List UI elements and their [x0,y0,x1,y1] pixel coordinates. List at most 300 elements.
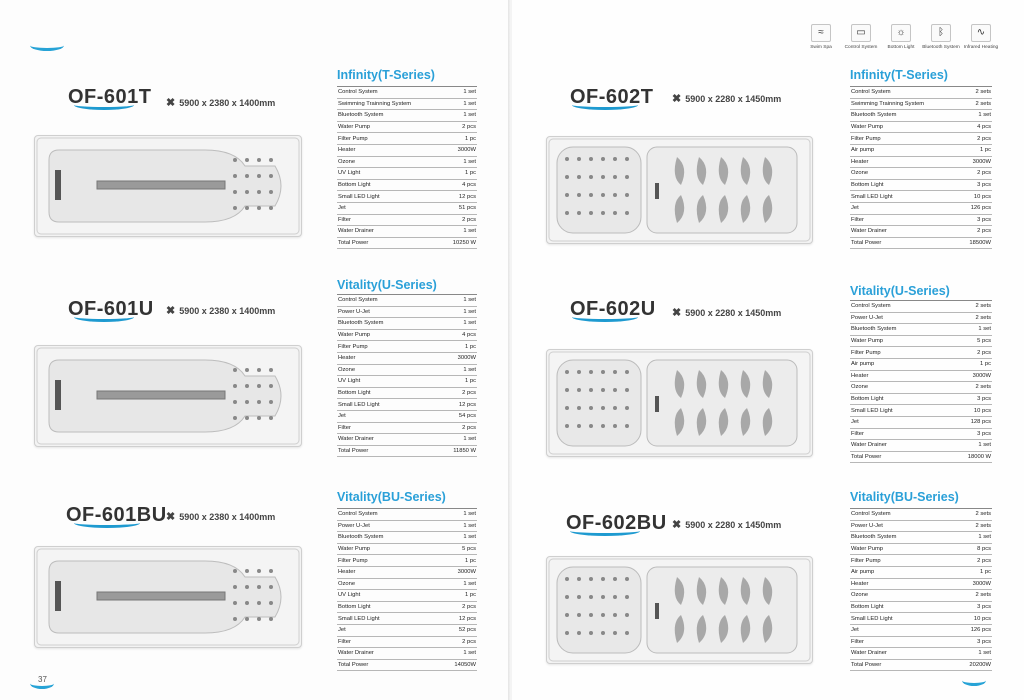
spec-row [850,202,992,214]
series-title: Infinity(T-Series) [850,68,948,82]
model-swoosh [572,100,638,110]
spec-value: 2 sets [958,98,992,110]
spec-value: 2 pcs [442,121,477,133]
spec-row [850,648,992,660]
corner-swoosh [962,675,986,686]
spec-value: 2 pcs [442,214,477,226]
spec-value: 2 pcs [958,168,992,180]
spec-label: Air pump [850,144,958,156]
spec-label: Bottom Light [850,179,958,191]
page-number: 37 [38,675,47,684]
spec-label: Heater [850,370,943,382]
dimension-icon: ✖ [166,511,176,523]
spec-label: Swimming Trainning System [337,98,442,110]
spec-value: 1 pc [430,590,477,602]
right-page [512,0,1024,700]
spec-row [337,364,477,376]
spec-row [850,555,992,567]
spec-value: 2 sets [943,382,992,394]
spec-table [337,294,477,457]
spec-row [337,214,477,226]
spec-label: Water Drainer [337,434,429,446]
spec-value: 10250 W [442,237,477,249]
spec-value: 1 set [430,520,477,532]
spec-row [337,202,477,214]
spec-value: 5 pcs [430,543,477,555]
spec-value: 1 pc [943,358,992,370]
swim-spa-image [34,345,302,447]
spec-row [337,341,477,353]
spec-row [337,532,477,544]
spec-label: Bottom Light [337,601,430,613]
spec-row [337,422,477,434]
spec-label: Water Pump [850,335,943,347]
spec-label: Bottom Light [850,393,943,405]
dimensions: ✖ 5900 x 2280 x 1450mm [672,519,782,531]
spec-label: Heater [337,144,442,156]
spec-label: Jet [850,416,943,428]
spec-row [850,520,992,532]
spec-label: Filter Pump [850,347,943,359]
spec-value: 2 sets [958,87,992,99]
spec-row [850,237,992,249]
spec-row [337,613,477,625]
spec-value: 3 pcs [945,636,992,648]
spec-row [337,295,477,307]
spec-row [850,168,992,180]
spec-row [850,578,992,590]
spec-row [337,318,477,330]
spec-row [337,659,477,671]
spec-row [337,191,477,203]
spec-label: Bluetooth System [850,110,958,122]
spec-row [337,445,477,457]
spec-row [850,214,992,226]
spec-value: 3 pcs [958,179,992,191]
spec-label: Air pump [850,566,945,578]
spec-value: 1 set [430,532,477,544]
spec-value: 1 pc [945,566,992,578]
dimension-icon: ✖ [166,305,176,317]
spec-label: Bluetooth System [337,532,430,544]
spec-row [850,191,992,203]
spec-value: 11850 W [429,445,477,457]
heating-icon: ∿ [971,24,991,42]
spec-label: Ozone [850,168,958,180]
spec-label: Filter [337,636,430,648]
spec-row [850,440,992,452]
spec-value: 2 pcs [945,555,992,567]
spec-row [337,509,477,521]
spec-label: Total Power [337,659,430,671]
spec-value: 1 pc [430,555,477,567]
spec-label: Bottom Light [337,179,442,191]
spec-label: Ozone [850,590,945,602]
spec-value: 10 pcs [945,613,992,625]
spec-label: Control System [850,87,958,99]
spec-label: Ozone [337,156,442,168]
spec-label: Control System [337,87,442,99]
spec-row [850,370,992,382]
spec-value: 2 sets [943,312,992,324]
spec-value: 128 pcs [943,416,992,428]
spec-value: 3 pcs [945,601,992,613]
spec-label: Jet [337,410,429,422]
spec-value: 3000W [958,156,992,168]
spec-label: Total Power [337,237,442,249]
spec-value: 3 pcs [958,214,992,226]
swim-spa-image [546,556,813,664]
spec-label: Control System [850,509,945,521]
spec-label: Water Pump [337,543,430,555]
spec-label: Jet [337,624,430,636]
spec-row [850,566,992,578]
model-name: OF-601BU [66,504,167,526]
light-bulb-icon: ☼ [891,24,911,42]
spec-label: Small LED Light [850,405,943,417]
spec-row [337,387,477,399]
dimensions: ✖ 5900 x 2280 x 1450mm [672,93,782,105]
spec-value: 1 pc [429,376,477,388]
spec-label: Water Pump [850,543,945,555]
spec-row [337,98,477,110]
model-swoosh [570,526,640,536]
spec-label: Water Pump [337,121,442,133]
model-swoosh [572,312,638,322]
spec-value: 2 pcs [958,226,992,238]
spec-value: 12 pcs [430,613,477,625]
spec-value: 18500W [958,237,992,249]
spec-value: 54 pcs [429,410,477,422]
spec-row [850,405,992,417]
spec-row [850,347,992,359]
spec-row [337,110,477,122]
spec-row [850,335,992,347]
spec-label: Power U-Jet [850,312,943,324]
spec-label: UV Light [337,376,429,388]
spec-row [337,601,477,613]
model-name: OF-602T [570,86,654,108]
swim-spa-image [546,349,813,457]
spec-row [850,382,992,394]
spec-value: 1 set [958,110,992,122]
spec-row [850,543,992,555]
model-swoosh [74,312,134,322]
spec-row [850,509,992,521]
spec-label: UV Light [337,590,430,602]
spec-row [337,237,477,249]
spec-row [337,648,477,660]
spec-value: 12 pcs [429,399,477,411]
spec-value: 1 pc [429,341,477,353]
spec-label: Filter Pump [850,133,958,145]
spec-row [337,376,477,388]
spec-label: Filter Pump [337,555,430,567]
spec-label: Water Pump [337,329,429,341]
spec-label: Small LED Light [337,613,430,625]
spec-label: Filter Pump [850,555,945,567]
spec-label: Bluetooth System [337,110,442,122]
spec-label: Bluetooth System [337,318,429,330]
spec-value: 1 set [430,578,477,590]
spec-value: 1 set [442,226,477,238]
dimensions: ✖ 5900 x 2380 x 1400mm [166,511,276,523]
spec-value: 10 pcs [958,191,992,203]
spec-row [337,179,477,191]
spec-label: Filter [850,636,945,648]
spec-label: Water Drainer [337,226,442,238]
spec-row [337,144,477,156]
spec-row [337,566,477,578]
spec-value: 1 set [943,440,992,452]
spec-value: 1 pc [442,168,477,180]
spec-label: Ozone [850,382,943,394]
spec-row [337,410,477,422]
spec-row [337,624,477,636]
spec-row [337,306,477,318]
spec-row [850,590,992,602]
spec-row [850,179,992,191]
spec-value: 1 set [430,648,477,660]
dimensions: ✖ 5900 x 2280 x 1450mm [672,307,782,319]
spec-label: Jet [850,624,945,636]
spec-label: Total Power [850,659,945,671]
spec-value: 3000W [429,352,477,364]
spec-value: 2 pcs [430,601,477,613]
spec-row [337,168,477,180]
spec-table [850,86,992,249]
bluetooth-icon: ᛒ [931,24,951,42]
spec-value: 2 pcs [429,422,477,434]
spec-row [337,399,477,411]
spec-value: 1 set [429,364,477,376]
spec-value: 14050W [430,659,477,671]
left-page [0,0,510,700]
feature-bluetooth: ᛒ Bluetooth System [922,24,960,50]
series-title: Vitality(U-Series) [850,284,950,298]
spec-value: 1 set [429,306,477,318]
spec-label: Control System [337,509,430,521]
spec-label: Filter [850,428,943,440]
spec-row [337,329,477,341]
model-name: OF-601T [68,86,152,108]
model-name: OF-601U [68,298,154,320]
spec-row [337,434,477,446]
spec-label: Small LED Light [337,191,442,203]
spec-table [850,508,992,671]
spec-value: 1 pc [958,144,992,156]
spec-label: Bottom Light [850,601,945,613]
spec-value: 2 pcs [943,347,992,359]
spec-value: 1 set [429,295,477,307]
spec-value: 18000 W [943,451,992,463]
spec-label: Water Drainer [850,226,958,238]
spec-label: Power U-Jet [337,306,429,318]
spec-row [850,324,992,336]
spec-row [337,226,477,238]
spec-row [337,590,477,602]
spec-label: Jet [850,202,958,214]
spec-label: Filter Pump [337,341,429,353]
spec-row [850,532,992,544]
spec-row [337,636,477,648]
spec-label: Bottom Light [337,387,429,399]
spec-row [337,133,477,145]
spec-label: Swimming Trainning System [850,98,958,110]
swim-spa-image [34,135,302,237]
spec-row [850,393,992,405]
series-title: Vitality(BU-Series) [850,490,959,504]
swim-spa-image [34,546,302,648]
corner-swoosh [30,40,64,51]
spec-label: Air pump [850,358,943,370]
spec-label: Power U-Jet [337,520,430,532]
spec-label: Ozone [337,578,430,590]
spec-value: 2 sets [945,520,992,532]
dimension-icon: ✖ [672,307,682,319]
spec-label: Control System [337,295,429,307]
spec-label: Heater [337,566,430,578]
spec-label: Water Drainer [850,648,945,660]
spec-row [850,358,992,370]
spec-value: 2 sets [945,590,992,602]
spec-row [850,659,992,671]
spec-label: Bluetooth System [850,532,945,544]
spec-row [337,555,477,567]
spec-row [850,613,992,625]
dimension-icon: ✖ [672,519,682,531]
spec-table [337,508,477,671]
spec-value: 3000W [442,144,477,156]
spec-value: 1 set [945,532,992,544]
spec-row [337,121,477,133]
spec-row [850,636,992,648]
swimmer-icon: ≈ [811,24,831,42]
spec-row [850,312,992,324]
spec-row [850,226,992,238]
spec-value: 1 set [430,509,477,521]
series-title: Infinity(T-Series) [337,68,435,82]
spec-label: Power U-Jet [850,520,945,532]
spec-row [850,87,992,99]
series-title: Vitality(BU-Series) [337,490,446,504]
spec-value: 1 set [442,98,477,110]
spec-row [850,133,992,145]
swim-spa-image [546,136,813,244]
spec-value: 2 pcs [958,133,992,145]
spec-value: 51 pcs [442,202,477,214]
feature-icons [802,24,1000,50]
spec-label: Filter [337,214,442,226]
dimension-icon: ✖ [672,93,682,105]
spec-row [850,624,992,636]
spec-row [850,144,992,156]
spec-row [850,451,992,463]
spec-value: 1 set [945,648,992,660]
spec-row [850,110,992,122]
spec-value: 2 pcs [429,387,477,399]
feature-swim-spa: ≈ Swim Spa [802,24,840,50]
spec-value: 5 pcs [943,335,992,347]
spec-value: 4 pcs [958,121,992,133]
spec-value: 52 pcs [430,624,477,636]
spec-value: 126 pcs [958,202,992,214]
spec-table [337,86,477,249]
spec-label: Water Drainer [337,648,430,660]
spec-value: 8 pcs [945,543,992,555]
spec-label: Heater [850,156,958,168]
page-number-swoosh [30,678,54,689]
series-title: Vitality(U-Series) [337,278,437,292]
spec-label: Total Power [337,445,429,457]
dimension-icon: ✖ [166,97,176,109]
spec-row [337,156,477,168]
dimensions: ✖ 5900 x 2380 x 1400mm [166,97,276,109]
spec-label: Filter [850,214,958,226]
spec-value: 126 pcs [945,624,992,636]
spec-value: 2 sets [945,509,992,521]
spec-label: Water Pump [850,121,958,133]
spec-value: 20200W [945,659,992,671]
feature-bottom-light: ☼ Bottom Light [882,24,920,50]
model-swoosh [74,100,134,110]
spec-label: Control System [850,301,943,313]
spec-row [850,428,992,440]
spec-row [337,87,477,99]
spec-value: 1 set [442,110,477,122]
spec-row [337,352,477,364]
spec-row [337,543,477,555]
spec-value: 3 pcs [943,428,992,440]
spec-row [850,301,992,313]
spec-row [337,520,477,532]
spec-value: 1 set [442,87,477,99]
model-name: OF-602U [570,298,656,320]
spec-value: 2 sets [943,301,992,313]
spec-table [850,300,992,463]
spec-label: Jet [337,202,442,214]
spec-row [850,601,992,613]
spec-value: 4 pcs [429,329,477,341]
spec-label: Water Drainer [850,440,943,452]
spec-label: Heater [850,578,945,590]
spec-value: 1 set [442,156,477,168]
spec-value: 1 set [943,324,992,336]
control-panel-icon: ▭ [851,24,871,42]
spec-label: UV Light [337,168,442,180]
spec-label: Small LED Light [850,613,945,625]
spec-label: Small LED Light [337,399,429,411]
spec-label: Small LED Light [850,191,958,203]
spec-value: 10 pcs [943,405,992,417]
spec-value: 2 pcs [430,636,477,648]
spec-value: 3000W [430,566,477,578]
spec-row [850,121,992,133]
feature-infrared-heating: ∿ Infrared Heating [962,24,1000,50]
spec-value: 1 set [429,318,477,330]
spec-label: Filter [337,422,429,434]
spec-label: Total Power [850,237,958,249]
spec-row [337,578,477,590]
spec-value: 3 pcs [943,393,992,405]
model-swoosh [74,518,140,528]
dimensions: ✖ 5900 x 2380 x 1400mm [166,305,276,317]
feature-control-system: ▭ Control System [842,24,880,50]
spec-value: 1 set [429,434,477,446]
spec-label: Heater [337,352,429,364]
spec-row [850,98,992,110]
spec-row [850,416,992,428]
